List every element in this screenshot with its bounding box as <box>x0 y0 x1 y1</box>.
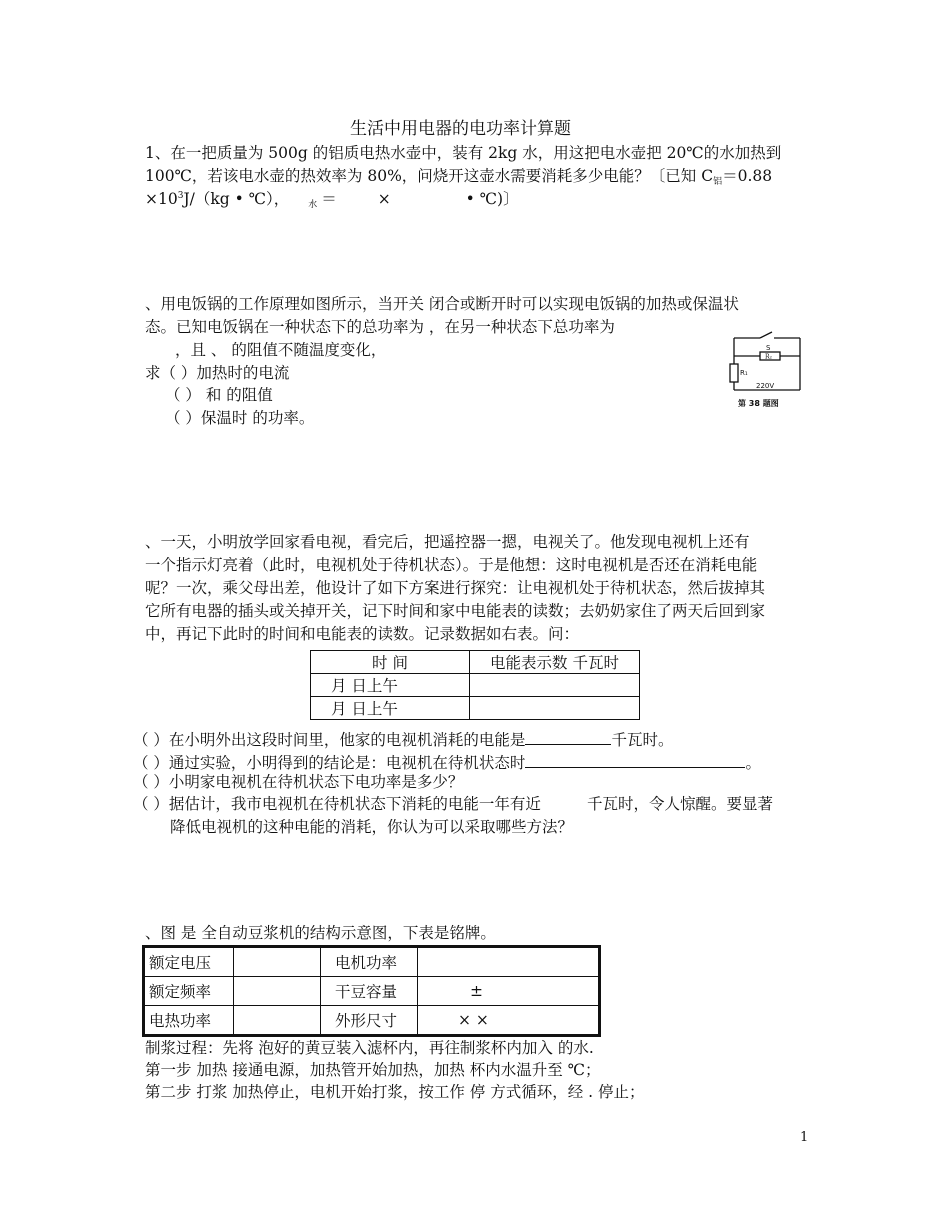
table-cell <box>470 674 640 697</box>
circuit-diagram <box>712 328 822 410</box>
q3-line5: 中，再记下此时的时间和电能表的读数。记录数据如右表。问： <box>145 625 580 643</box>
table-cell <box>418 947 600 977</box>
table-cell: 电机功率 <box>321 947 418 977</box>
q3-line4: 它所有电器的插头或关掉开关，记下时间和家中电能表的读数；去奶奶家住了两天后回到家 <box>145 602 766 620</box>
q3-line1: 、一天，小明放学回家看电视，看完后，把遥控器一摁，电视关了。他发现电视机上还有 <box>145 533 750 551</box>
q3-sub3: （ ）小明家电视机在待机状态下电功率是多少？ <box>133 773 464 791</box>
table-cell: 月 日上午 <box>311 697 470 720</box>
q2-line5: （ ） 和 的阻值 <box>165 386 273 404</box>
table-row <box>311 674 640 697</box>
table-cell: 电热功率 <box>144 1006 234 1036</box>
page-number: 1 <box>800 1130 809 1145</box>
answer-blank[interactable] <box>525 753 745 768</box>
q2-line2: 态。已知电饭锅在一种状态下的总功率为 ，在另一种状态下总功率为 <box>145 318 615 336</box>
table-cell <box>234 947 321 977</box>
q4-p2: 第一步 加热 接通电源，加热管开始加热，加热 杯内水温升至 ℃； <box>145 1061 601 1079</box>
q1-line2-sub: 铝 <box>713 177 723 187</box>
nameplate-table <box>142 945 601 1037</box>
q2-line3: ，且 、 的阻值不随温度变化， <box>175 341 387 359</box>
table-row <box>144 947 600 977</box>
q2-line6: （ ）保温时 的功率。 <box>165 409 315 427</box>
table-cell: 额定频率 <box>144 977 234 1006</box>
q3-sub2: （ ）通过实验，小明得到的结论是：电视机在待机状态时 。 <box>133 754 761 772</box>
figure-caption: 第 38 题图 <box>738 399 779 408</box>
table-cell <box>234 1006 321 1036</box>
q2-line1: 、用电饭锅的工作原理如图所示，当开关 闭合或断开时可以实现电饭锅的加热或保温状 <box>145 295 739 313</box>
table-cell: 额定电压 <box>144 947 234 977</box>
q3-sub4: （ ）据估计，我市电视机在待机状态下消耗的电能一年有近 千瓦时，令人惊醒。要显著 <box>133 795 773 813</box>
q3-line3: 呢？一次，乘父母出差，他设计了如下方案进行探究：让电视机处于待机状态，然后拔掉其 <box>145 579 766 597</box>
answer-blank[interactable] <box>525 730 611 745</box>
table-cell: ± <box>418 977 600 1006</box>
q1-line1: 1、在一把质量为 500g 的铝质电热水壶中，装有 2kg 水，用这把电水壶把 20℃的水加热到 <box>145 144 782 162</box>
page-title: 生活中用电器的电功率计算题 <box>350 119 571 139</box>
q3-sub4-cont: 降低电视机的这种电能的消耗，你认为可以采取哪些方法？ <box>170 818 574 836</box>
table-cell: 月 日上午 <box>311 674 470 697</box>
table-row <box>311 651 640 674</box>
q4-p3: 第二步 打浆 加热停止，电机开始打浆，按工作 停 方式循环，经 . 停止； <box>145 1083 645 1101</box>
q3-sub1: （ ）在小明外出这段时间里，他家的电视机消耗的电能是 千瓦时。 <box>133 731 674 749</box>
q2-line4: 求（ ）加热时的电流 <box>145 364 290 382</box>
table-row <box>311 697 640 720</box>
table-header-time: 时 间 <box>311 651 470 674</box>
table-cell: × × <box>418 1006 600 1036</box>
table-cell <box>234 977 321 1006</box>
table-cell: 外形尺寸 <box>321 1006 418 1036</box>
table-row <box>144 1006 600 1036</box>
table-header-reading: 电能表示数 千瓦时 <box>470 651 640 674</box>
table-cell <box>470 697 640 720</box>
table-cell: 干豆容量 <box>321 977 418 1006</box>
voltage-label: 220V <box>756 382 775 390</box>
q3-line2: 一个指示灯亮着（此时，电视机处于待机状态）。于是他想：这时电视机是否还在消耗电能 <box>145 556 758 574</box>
q1-line3: $\times 10^3J/(kg$ • ℃）， $_水$ ＝ × • ℃)〕 <box>145 190 519 211</box>
meter-table <box>310 650 640 720</box>
q4-line1: 、图 是 全自动豆浆机的结构示意图，下表是铭牌。 <box>145 924 496 942</box>
switch-label: S <box>766 344 771 352</box>
r2-label: R₂ <box>765 353 772 361</box>
r1-label: R₁ <box>740 369 748 377</box>
q4-p1: 制浆过程：先将 泡好的黄豆装入滤杯内，再往制浆杯内加入 的水. <box>145 1039 594 1057</box>
q1-line2: 100℃，若该电水壶的热效率为 80%，问烧开这壶水需要消耗多少电能？〔已知 $C_铝=0.88$ <box>145 167 773 187</box>
table-row <box>144 977 600 1006</box>
